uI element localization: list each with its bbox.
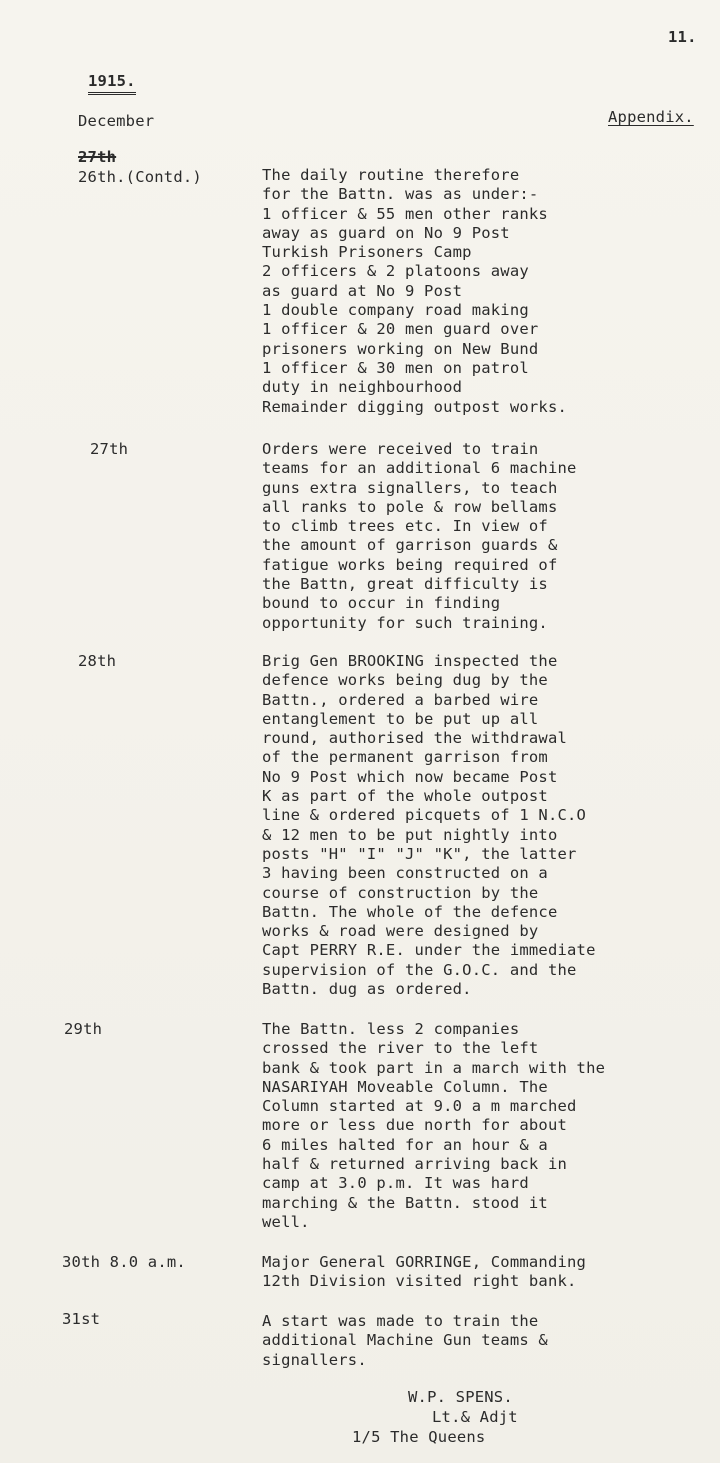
text-line: more or less due north for about [262, 1116, 568, 1135]
text-line: fatigue works being required of [262, 555, 558, 574]
text-line: 1 officer & 30 men on patrol [262, 358, 529, 377]
text-line: Remainder digging outpost works. [262, 397, 568, 416]
text-line: Battn. dug as ordered. [262, 980, 472, 999]
text-line: Battn. The whole of the defence [262, 902, 558, 921]
text-line: as guard at No 9 Post [262, 281, 463, 300]
text-line: teams for an additional 6 machine [262, 459, 577, 478]
text-line: well. [262, 1212, 310, 1231]
text-line: Orders were received to train [262, 440, 539, 458]
text-line: NASARIYAH Moveable Column. The [262, 1077, 548, 1096]
text-line: bank & took part in a march with the [262, 1058, 606, 1077]
entry-text-26 [262, 166, 567, 417]
text-line: round, authorised the withdrawal [262, 729, 568, 748]
text-line: marching & the Battn. stood it [262, 1193, 548, 1212]
entry-text-30 [262, 1253, 586, 1292]
text-line: 1 double company road making [262, 301, 529, 320]
text-line: the Battn, great difficulty is [262, 575, 548, 594]
text-line: crossed the river to the left [262, 1039, 539, 1058]
text-line: prisoners working on New Bund [262, 339, 539, 358]
month-heading: December [78, 112, 155, 130]
text-line: Major General GORRINGE, Commanding [262, 1253, 587, 1271]
entry-text-29 [262, 1020, 605, 1232]
entry-text-27 [262, 440, 577, 633]
struck-date: 27th [78, 148, 117, 166]
text-line: The Battn. less 2 companies [262, 1020, 520, 1038]
text-line: guns extra signallers, to teach [262, 478, 558, 497]
text-line: 2 officers & 2 platoons away [262, 262, 529, 281]
signature-unit: 1/5 The Queens [352, 1428, 486, 1446]
text-line: course of construction by the [262, 883, 539, 902]
text-line: works & road were designed by [262, 922, 539, 941]
text-line: The daily routine therefore [262, 166, 520, 184]
text-line: for the Battn. was as under:- [262, 185, 539, 204]
text-line: A start was made to train the [262, 1312, 539, 1330]
signature-name: W.P. SPENS. [408, 1388, 513, 1406]
text-line: & 12 men to be put nightly into [262, 825, 558, 844]
text-line: duty in neighbourhood [262, 378, 463, 397]
text-line: 1 officer & 20 men guard over [262, 320, 539, 339]
text-line: opportunity for such training. [262, 613, 548, 632]
text-line: additional Machine Gun teams & [262, 1331, 548, 1350]
text-line: half & returned arriving back in [262, 1155, 568, 1174]
year-heading: 1915. [88, 72, 136, 95]
text-line: of the permanent garrison from [262, 748, 548, 767]
text-line: all ranks to pole & row bellams [262, 497, 558, 516]
text-line: 3 having been constructed on a [262, 864, 548, 883]
text-line: Turkish Prisoners Camp [262, 243, 472, 262]
text-line: posts "H" "I" "J" "K", the latter [262, 844, 577, 863]
entry-date-28: 28th [78, 652, 117, 670]
entry-date-26: 26th.(Contd.) [78, 168, 202, 186]
text-line: camp at 3.0 p.m. It was hard [262, 1174, 529, 1193]
text-line: Brig Gen BROOKING inspected the [262, 652, 558, 670]
text-line: to climb trees etc. In view of [262, 517, 548, 536]
appendix-label: Appendix. [608, 108, 694, 126]
text-line: K as part of the whole outpost [262, 787, 548, 806]
entry-text-28 [262, 652, 596, 999]
text-line: 6 miles halted for an hour & a [262, 1135, 548, 1154]
text-line: entanglement to be put up all [262, 709, 539, 728]
text-line: line & ordered picquets of 1 N.C.O [262, 806, 587, 825]
text-line: No 9 Post which now became Post [262, 767, 558, 786]
entry-date-31: 31st [62, 1310, 101, 1328]
text-line: 12th Division visited right bank. [262, 1272, 577, 1291]
text-line: Capt PERRY R.E. under the immediate [262, 941, 596, 960]
text-line: Battn., ordered a barbed wire [262, 690, 539, 709]
entry-date-29: 29th [64, 1020, 103, 1038]
text-line: Column started at 9.0 a m marched [262, 1097, 577, 1116]
page-number: 11. [668, 28, 697, 46]
entry-date-30: 30th 8.0 a.m. [62, 1253, 186, 1271]
entry-text-31 [262, 1312, 548, 1370]
text-line: signallers. [262, 1350, 367, 1369]
text-line: defence works being dug by the [262, 671, 548, 690]
text-line: the amount of garrison guards & [262, 536, 558, 555]
text-line: bound to occur in finding [262, 594, 501, 613]
text-line: 1 officer & 55 men other ranks [262, 204, 548, 223]
text-line: supervision of the G.O.C. and the [262, 960, 577, 979]
entry-date-27: 27th [90, 440, 129, 458]
text-line: away as guard on No 9 Post [262, 223, 510, 242]
signature-rank: Lt.& Adjt [432, 1408, 518, 1426]
